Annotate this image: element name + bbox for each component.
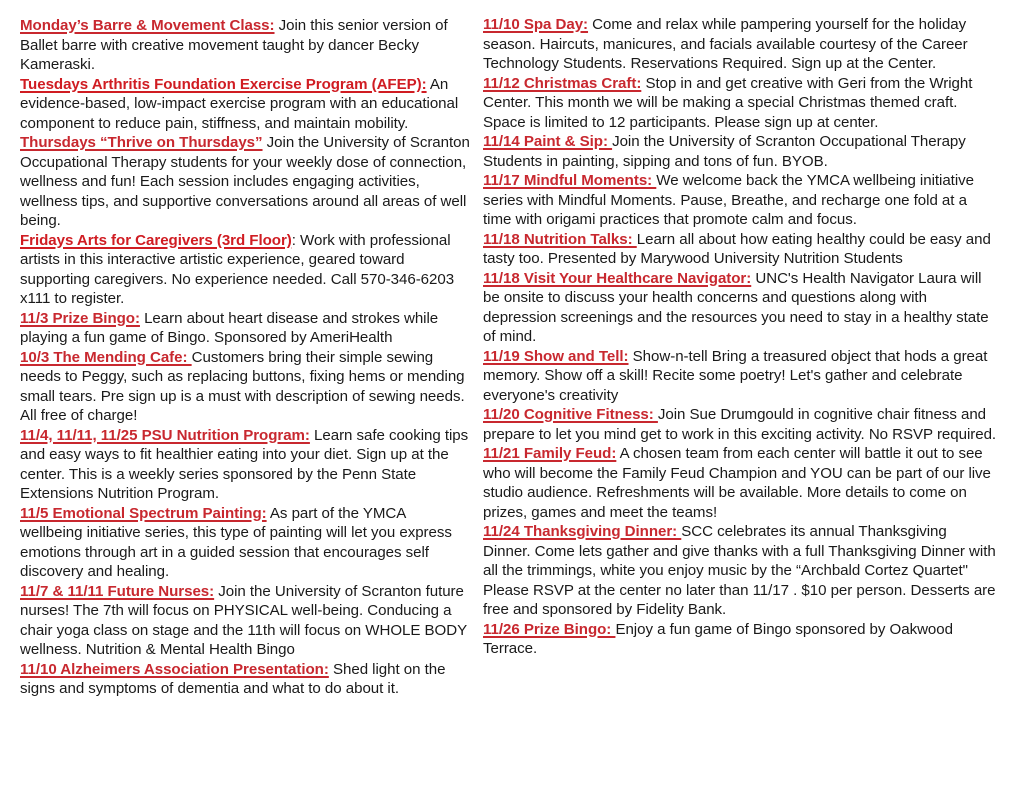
event-title: 11/3 Prize Bingo: [20,309,140,327]
event-description: Show-n-tell Bring a treasured object that hods a great memory. Show off a skill! Recite some poetry! Let's gather and celebrate everyone's creativity [483,347,988,404]
event-description: Stop in and get creative with Geri from the Wright Center. This month we will be making a special Christmas themed craft. Space is limited to 12 participants. Please sign up at center. [483,74,973,131]
event-mending-cafe [20,348,472,426]
event-title: 10/3 The Mending Cafe: [20,348,192,366]
event-spa-day [483,15,998,74]
event-description: Join the University of Scranton Occupational Therapy Students in painting, sipping and tons of fun. BYOB. [483,133,966,170]
event-cognitive-fitness [483,405,998,444]
event-description: Customers bring their simple sewing needs to Peggy, such as replacing buttons, fixing hems or mending small tears. Pre sign up is a must with description of sewing needs. All free of charge! [20,348,465,424]
event-monday-barre [20,16,472,75]
event-description: Join this senior version of Ballet barre with creative movement taught by dancer Becky Kameraski. [20,17,448,73]
event-title: 11/10 Alzheimers Association Presentation: [20,660,329,678]
event-title: 11/10 Spa Day: [483,16,589,33]
event-title: 11/26 Prize Bingo: [483,620,616,638]
event-future-nurses [20,582,472,660]
event-title: 11/18 Visit Your Healthcare Navigator: [483,269,752,287]
event-healthcare-navigator [483,269,998,347]
event-title: 11/17 Mindful Moments: [483,172,657,189]
event-description: Learn about heart disease and strokes while playing a fun game of Bingo. Sponsored by AmeriHealth [20,309,439,346]
event-nutrition-talks [483,230,998,269]
event-christmas-craft [483,74,998,133]
event-title: 11/7 & 11/11 Future Nurses: [20,582,215,600]
event-thanksgiving-dinner [483,522,998,620]
event-description: Join Sue Drumgould in cognitive chair fitness and prepare to let you mind get to work in this exciting activity. No RSVP required. [483,406,997,443]
event-title: 11/24 Thanksgiving Dinner: [483,523,682,540]
event-description: An evidence-based, low-impact exercise program with an educational component to reduce pain, stiffness, and maintain mobility. [20,75,459,132]
event-mindful-moments [483,171,998,230]
event-alzheimers-presentation [20,660,472,699]
event-description: Learn all about how eating healthy could be easy and tasty too. Presented by Marywood University Nutrition Students [483,230,991,267]
event-description: UNC's Health Navigator Laura will be onsite to discuss your health concerns and questions along with depression screenings and the resources you need to stay in a healthy state of mind. [483,269,989,345]
left-column [20,16,472,699]
event-thrive-on-thursdays [20,133,472,231]
event-family-feud [483,444,998,522]
event-description: Join the University of Scranton future nurses! The 7th will focus on PHYSICAL well-being. Conducing a chair yoga class on stage and the 11th will focus on WHOLE BODY wellness. Nutrition & Mental Health Bingo [20,582,467,658]
event-emotional-spectrum-painting [20,504,472,582]
event-title: Tuesdays Arthritis Foundation Exercise Program (AFEP): [20,75,427,93]
event-description: SCC celebrates its annual Thanksgiving Dinner. Come lets gather and give thanks with a full Thanksgiving Dinner with all the trimmings, white you enjoy music by the “Archbald Cortez Quartet" Please RSVP at the center no later than 11/17 . $10 per person. Desserts are free and sponsored by Fidelity Bank. [483,523,996,618]
event-tuesday-afep [20,75,472,134]
event-description: Join the University of Scranton Occupational Therapy students for your weekly dose of connection, wellness and fun! Each session includes engaging activities, wellness tips, and supportive conversations around all areas of well being. [20,134,470,229]
right-column [483,15,998,659]
event-title: 11/5 Emotional Spectrum Painting: [20,504,267,522]
event-fridays-arts-caregivers [20,231,472,309]
event-title: 11/21 Family Feud: [483,445,617,462]
event-title: 11/18 Nutrition Talks: [483,230,637,248]
event-description: Come and relax while pampering yourself for the holiday season. Haircuts, manicures, and facials available courtesy of the Career Technology Students. Reservations Required. Sign up at the Center. [483,16,968,72]
event-title: 11/14 Paint & Sip: [483,133,613,150]
event-paint-and-sip [483,132,998,171]
event-title: 11/19 Show and Tell: [483,347,629,365]
event-description: Shed light on the signs and symptoms of dementia and what to do about it. [20,660,446,697]
event-title: Thursdays “Thrive on Thursdays” [20,134,263,151]
event-title: 11/4, 11/11, 11/25 PSU Nutrition Program: [20,426,310,444]
event-11-26-prize-bingo [483,620,998,659]
event-psu-nutrition-program [20,426,472,504]
event-description: We welcome back the YMCA wellbeing initiative series with Mindful Moments. Pause, Breathe, and recharge one fold at a time with origami practices that promote calm and focus. [483,172,974,228]
event-show-and-tell [483,347,998,406]
event-description: Enjoy a fun game of Bingo sponsored by Oakwood Terrace. [483,620,953,657]
event-title: 11/20 Cognitive Fitness: [483,406,658,423]
event-description: A chosen team from each center will battle it out to see who will become the Family Feud Champion and YOU can be part of our live studio audience. Refreshments will be available. More details to come on prizes, games and meet the teams! [483,445,991,521]
event-description: As part of the YMCA wellbeing initiative series, this type of painting will let you express emotions through art in a guided session that encourages self discovery and healing. [20,504,452,580]
event-title: Fridays Arts for Caregivers (3rd Floor) [20,231,292,249]
event-description: Learn safe cooking tips and easy ways to fit healthier eating into your diet. Sign up at the center. This is a weekly series sponsored by the Penn State Extensions Nutrition Program. [20,426,469,502]
event-title: 11/12 Christmas Craft: [483,74,642,92]
event-title: Monday’s Barre & Movement Class: [20,17,275,34]
event-description: : Work with professional artists in this interactive artistic experience, geared toward supporting caregivers. No experience needed. Call 570-346-6203 x111 to register. [20,231,455,307]
event-11-3-prize-bingo [20,309,472,348]
